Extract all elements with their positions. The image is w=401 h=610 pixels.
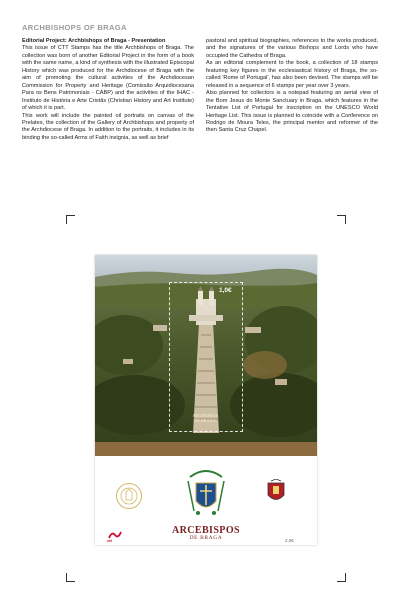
article-paragraph: pastoral and spiritual biographies, references to the works produced, and the signatures of the various Bishops and Lords who have occupied the Cathedra of Braga.	[206, 38, 378, 59]
article-columns	[22, 38, 378, 208]
souvenir-sheet	[95, 255, 317, 545]
sheet-price: 2,0€	[285, 538, 294, 543]
archdiocese-emblem-icon	[265, 479, 287, 510]
article-paragraph: This issue of CTT Stamps has the title Archbishops of Braga. The collection was born of another Editorial Project in the form of a book with the same name, a kind of synthesis with the illustrated Episcopal History which was produced for the Archdiocese of Braga with the aim of promoting the cultural activities of the Archdiocesan Commission for Property and Heritage (Comissão Arquidiocesana Para os Bens Patrimoniais - CABP) and the activities of the IHAC - Instituto de História e Arte Cristãs (Christian History and Art Institute) of which it is part.	[22, 45, 194, 112]
stamp-caption	[173, 413, 237, 423]
stamp-perforation-frame	[169, 282, 243, 432]
article-column-left	[22, 38, 194, 208]
article-heading: Editorial Project: Archbishops of Braga - Presentation	[22, 38, 166, 44]
stamp-value: 1,0€	[219, 287, 232, 294]
article-column-right	[206, 38, 378, 208]
sheet-subtitle-line: DE BRAGA	[189, 535, 223, 541]
article-paragraph: As an editorial complement to the book, a collection of 18 stamps featuring key figures in the ecclesiastical history of Braga, the so-called 'Rome of Portugal', has also been devised. The stamps will be released in a sequence of 6 stamps per year over 3 years.	[206, 60, 378, 89]
archbishop-coat-of-arms-icon	[186, 467, 226, 524]
crop-mark-bottom-left	[66, 573, 75, 582]
sheet-title-line: ARCEBISPOS	[172, 525, 240, 536]
crop-mark-top-right	[337, 215, 346, 224]
article-paragraph: Also planned for collectors is a notepad featuring an aerial view of the Bom Jesus do Monte Sanctuary in Braga, which features in the Tentative List of Portugal for inscription on the UNESCO World Heritage List. This issue is planned to coincide with a Conference on Rodrigo de Moura Teles, the principal mentor and reformer of the then Santa Cruz Chapel.	[206, 90, 378, 134]
section-title: ARCHBISHOPS OF BRAGA	[22, 23, 127, 32]
article-paragraph: This work will include the painted oil portraits on canvas of the Prelates, the collection of the Gallery of Archbishops and property of the Archdiocese of Braga. In addition to the portraits, it includes in its binding the so-called Arms of Faith insignia, as well as brief	[22, 112, 194, 141]
ctt-label: ctt	[107, 538, 112, 543]
brown-band	[95, 442, 317, 456]
stamp-caption-line: DE BRAGA	[194, 418, 216, 423]
sheet-title	[155, 525, 257, 541]
heritage-seal-icon	[116, 483, 142, 509]
crop-mark-bottom-right	[337, 573, 346, 582]
stamp-caption-line: ARCEBISPOS	[192, 413, 218, 418]
crop-mark-top-left	[66, 215, 75, 224]
